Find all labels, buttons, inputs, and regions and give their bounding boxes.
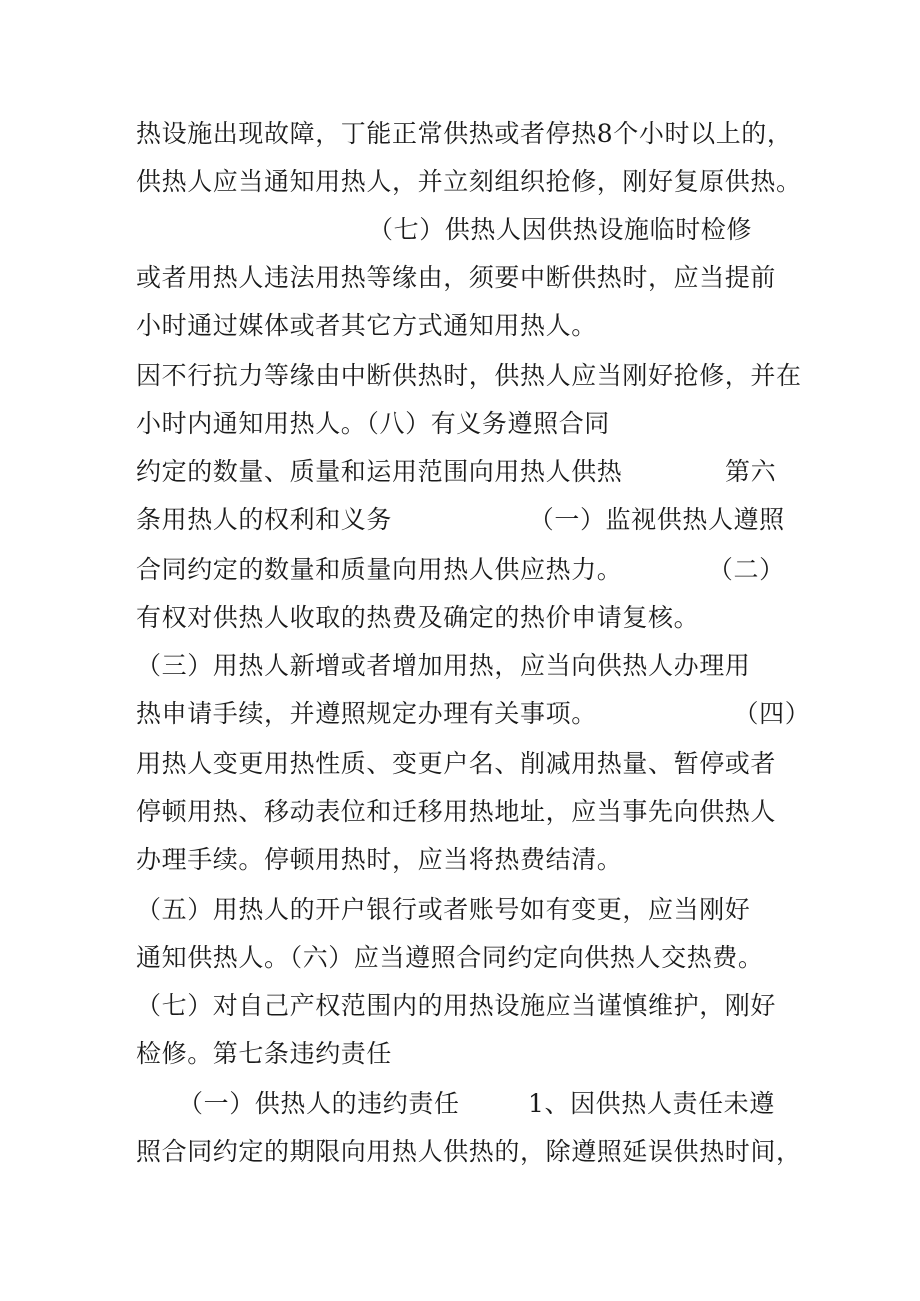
text-line: （七）供热人因供热设施临时检修 (368, 215, 753, 244)
text-line: （一）供热人的违约责任 1、因供热人责任未遵 (178, 1089, 775, 1118)
text-line: 用热人变更用热性质、变更户名、削减用热量、暂停或者 (136, 749, 777, 778)
text-line: 办理手续。停顿用热时，应当将热费结清。 (136, 845, 623, 874)
text-line: 停顿用热、移动表位和迁移用热地址，应当事先向供热人 (136, 797, 777, 826)
text-line: 约定的数量、质量和运用范围向用热人供热 第六 (136, 457, 777, 486)
text-line: （三）用热人新增或者增加用热，应当向供热人办理用 (136, 651, 751, 680)
text-line: 热设施出现故障，丁能正常供热或者停热8个小时以上的， (136, 119, 793, 148)
text-line: 条用热人的权利和义务 （一）监视供热人遵照 (136, 505, 785, 534)
text-line: 通知供热人。（六）应当遵照合同约定向供热人交热费。 (136, 943, 764, 972)
text-line: 供热人应当通知用热人，并立刻组织抢修，刚好复原供热。 (136, 167, 802, 196)
text-line: 检修。第七条违约责任 (136, 1039, 393, 1068)
text-line: 小时通过媒体或者其它方式通知用热人。 (136, 311, 597, 340)
text-line: （七）对自己产权范围内的用热设施应当谨慎维护，刚好 (136, 991, 777, 1020)
text-line: 或者用热人违法用热等缘由，须要中断供热时，应当提前 (136, 263, 777, 292)
text-line: 因不行抗力等缘由中断供热时，供热人应当刚好抢修，并在 (136, 361, 802, 390)
text-line: 热申请手续，并遵照规定办理有关事项。 （四） (136, 699, 811, 728)
text-line: （五）用热人的开户银行或者账号如有变更，应当刚好 (136, 895, 751, 924)
text-line: 小时内通知用热人。（八）有义务遵照合同 (136, 409, 610, 438)
text-line: 照合同约定的期限向用热人供热的，除遵照延误供热时间， (136, 1137, 802, 1166)
text-line: 有权对供热人收取的热费及确定的热价申请复核。 (136, 603, 700, 632)
text-line: 合同约定的数量和质量向用热人供应热力。 （二） (136, 555, 785, 584)
